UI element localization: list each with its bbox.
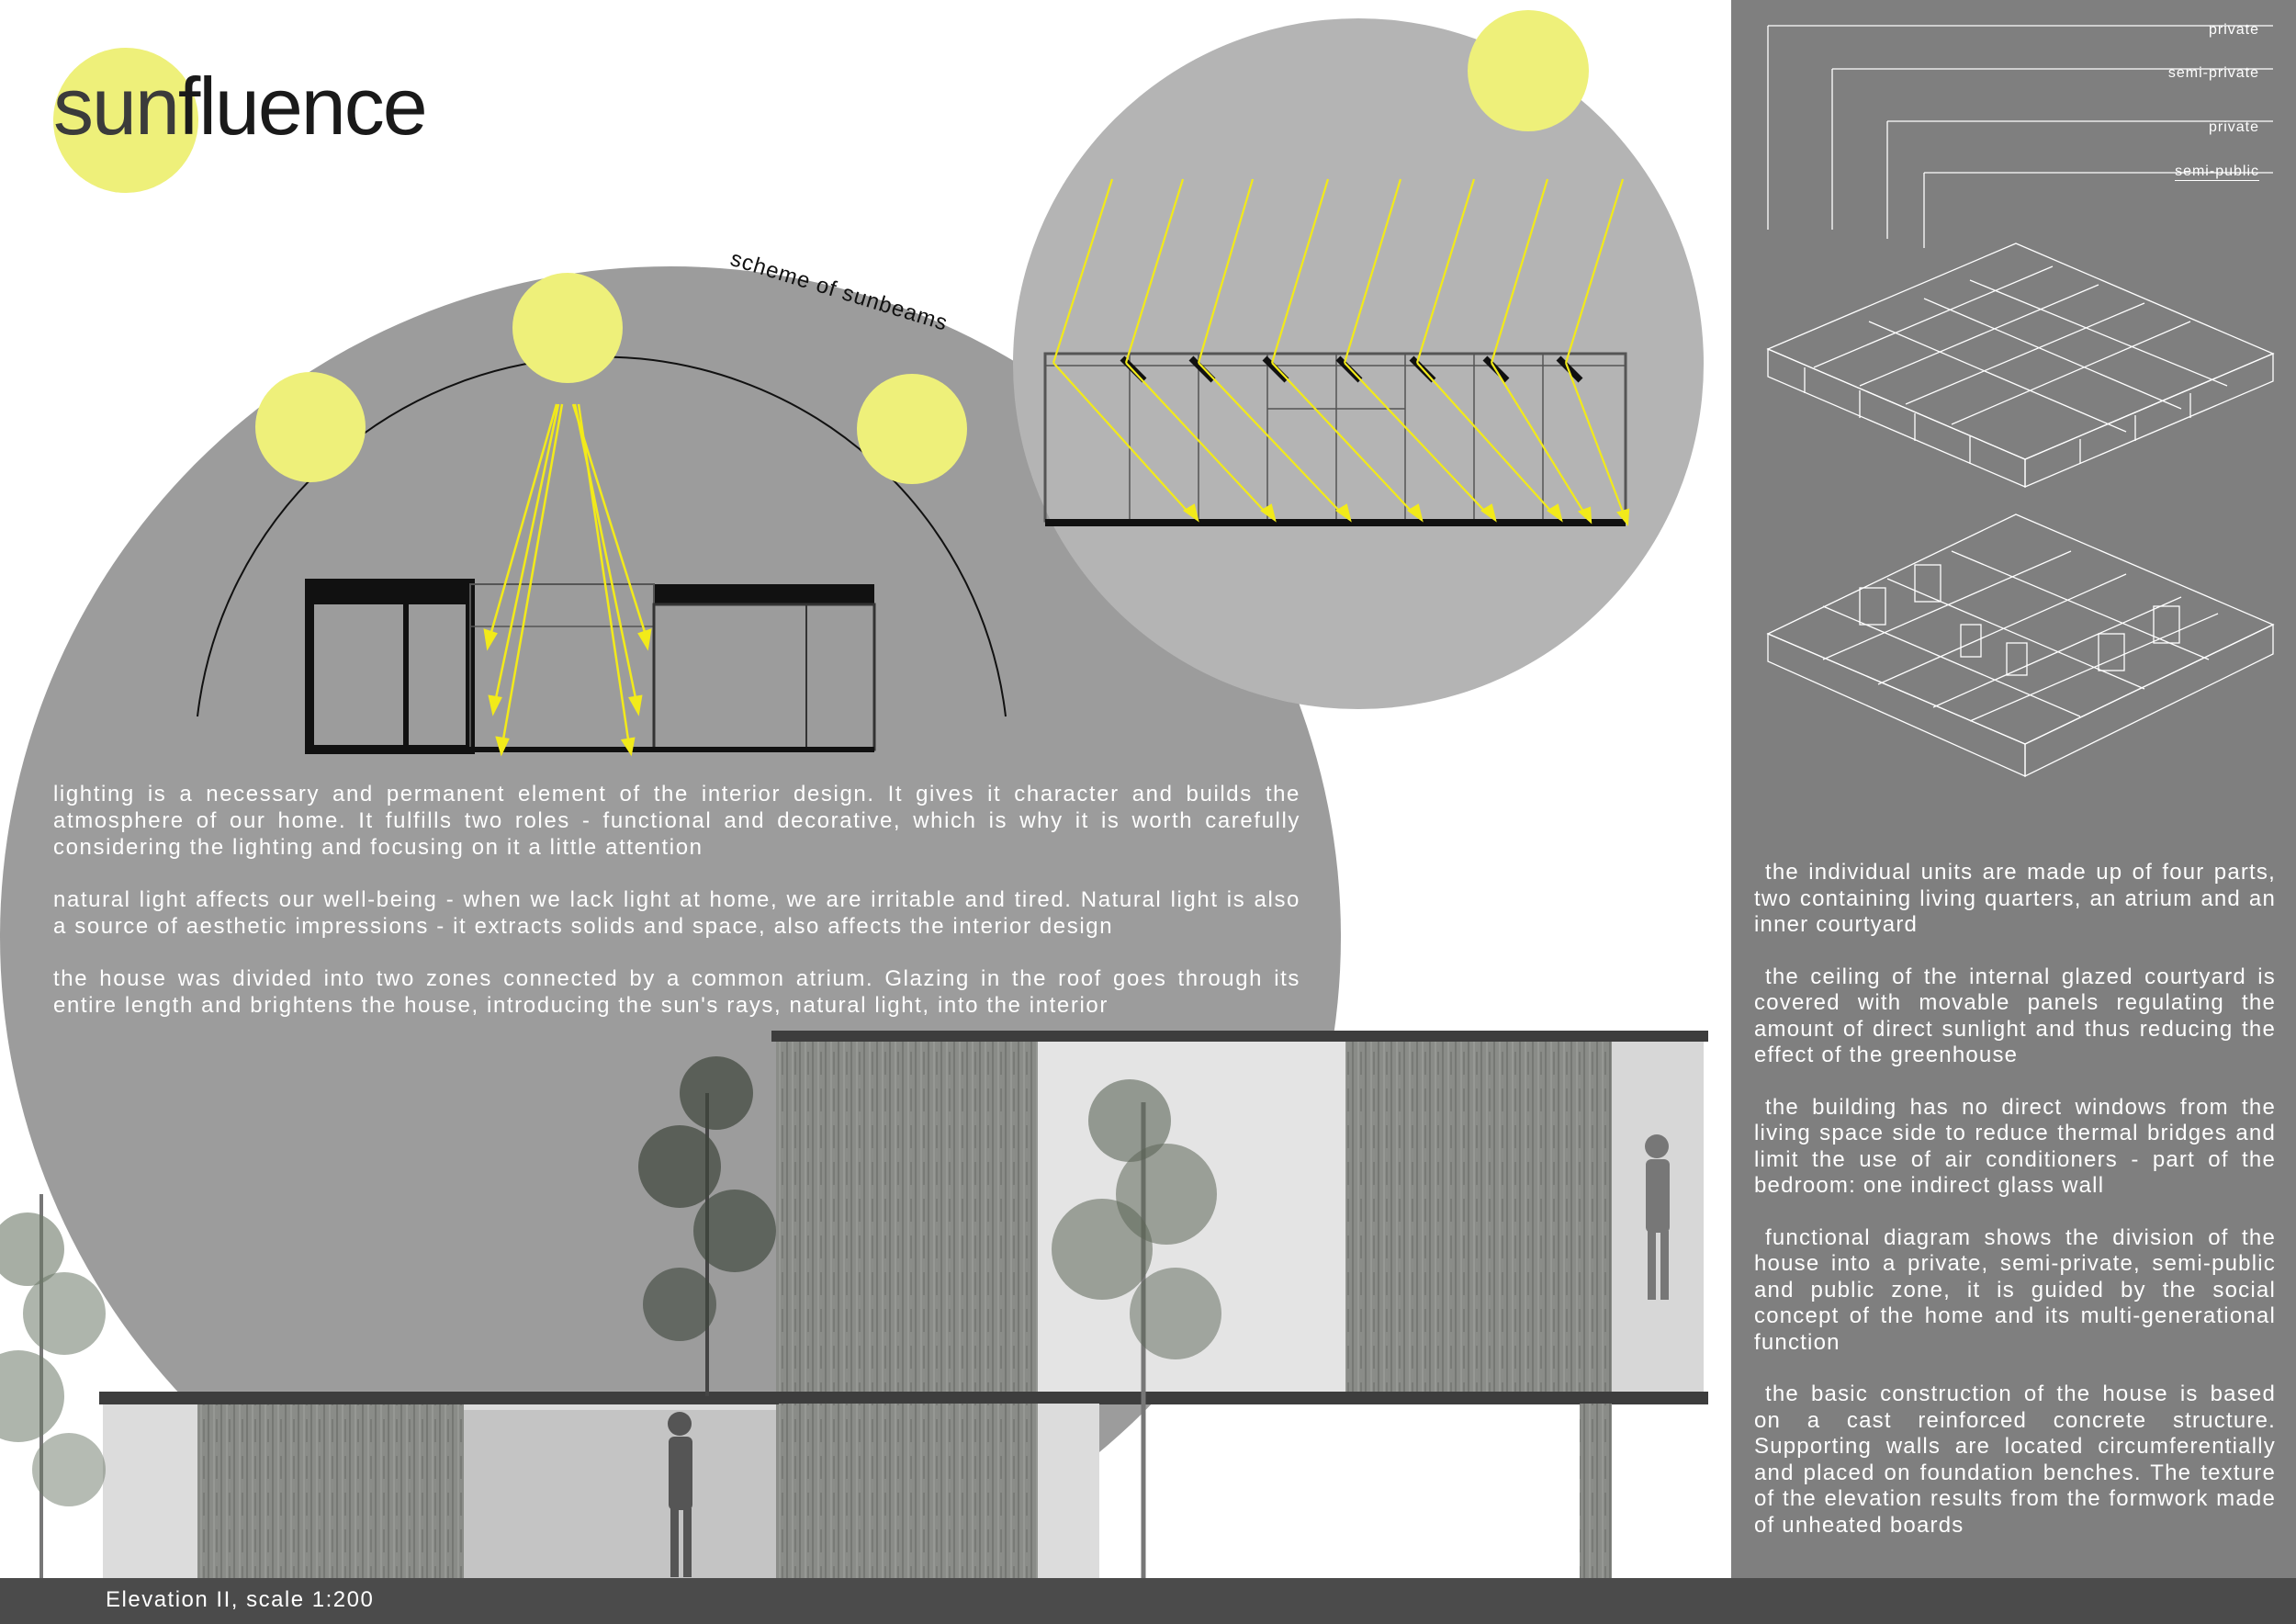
title-fluence-part: fluence xyxy=(177,61,426,152)
sun-top-icon xyxy=(512,273,623,383)
title-sun-part: sun xyxy=(53,61,178,152)
paragraph-zones: the house was divided into two zones connected by a common atrium. Glazing in the roof goes through its entire length and brightens the house, introducing the sun's rays, natural light, into the interior xyxy=(53,966,1300,1018)
elevation-drawing xyxy=(0,1010,1731,1580)
tree-back xyxy=(638,1056,776,1396)
lower-glass-dark xyxy=(464,1410,776,1580)
side-text-block xyxy=(1754,860,2276,1564)
upper-roof-slab xyxy=(771,1031,1708,1042)
lower-wall-mid xyxy=(776,1404,1038,1580)
house-section-drawing xyxy=(310,583,874,750)
zone-label-semi-public: semi-public xyxy=(2175,164,2259,179)
zone-label-private-1: private xyxy=(2208,22,2259,38)
side-paragraph-windows: the building has no direct windows from the living space side to reduce thermal bridges and limit the use of air conditioners - part of the bedroom: one indirect glass wall xyxy=(1754,1094,2276,1198)
sun-high-icon xyxy=(1468,10,1589,131)
zone-label-private-2: private xyxy=(2208,119,2259,135)
paragraph-lighting: lighting is a necessary and permanent element of the interior design. It gives it character and builds the atmosphere of our home. It fulfills two roles - functional and decorative, which is why it is worth carefully considering the lighting and focusing on it a little attention xyxy=(53,782,1300,860)
lower-column xyxy=(1580,1404,1612,1580)
upper-floor-slab xyxy=(771,1392,1708,1404)
zone-label-semi-private: semi-private xyxy=(2167,65,2259,81)
sun-rays-vertical xyxy=(485,404,650,753)
side-paragraph-ceiling: the ceiling of the internal glazed courtyard is covered with movable panels regulating the amount of direct sunlight and thus reducing the effect of the greenhouse xyxy=(1754,964,2276,1067)
elevation-caption: Elevation II, scale 1:200 xyxy=(106,1587,375,1612)
paragraph-natural-light: natural light affects our well-being - when we lack light at home, we are irritable and tired. Natural light is also a source of aesthetic impressions - it extracts solids and space, also affects the interior design xyxy=(53,887,1300,939)
scheme-label: scheme of sunbeams xyxy=(727,246,951,336)
roof-section-floor xyxy=(1045,519,1626,526)
sun-path-diagram xyxy=(0,0,1102,781)
lower-floor-slab xyxy=(99,1392,779,1404)
upper-wall-right xyxy=(1345,1038,1612,1396)
sun-rays-diagonal xyxy=(1053,179,1628,524)
tree-left xyxy=(0,1194,106,1580)
lower-wall-left xyxy=(197,1404,464,1580)
side-paragraph-functional: functional diagram shows the division of the house into a private, semi-private, semi-public and public zone, it is guided by the social concept of the home and its multi-generational function xyxy=(1754,1224,2276,1355)
sun-right-icon xyxy=(857,374,967,484)
upper-wall-left xyxy=(776,1038,1038,1396)
side-paragraph-units: the individual units are made up of four parts, two containing living quarters, an atrium and an inner courtyard xyxy=(1754,860,2276,937)
main-text-block xyxy=(53,781,1300,1044)
roof-sunbeam-diagram xyxy=(1013,0,1704,716)
side-paragraph-construction: the basic construction of the house is based on a cast reinforced concrete structure. Supporting walls are located circumferentially and placed on foundation benches. The texture of the elevation results from the formwork made of unheated boards xyxy=(1754,1382,2276,1538)
sun-left-icon xyxy=(255,372,366,482)
